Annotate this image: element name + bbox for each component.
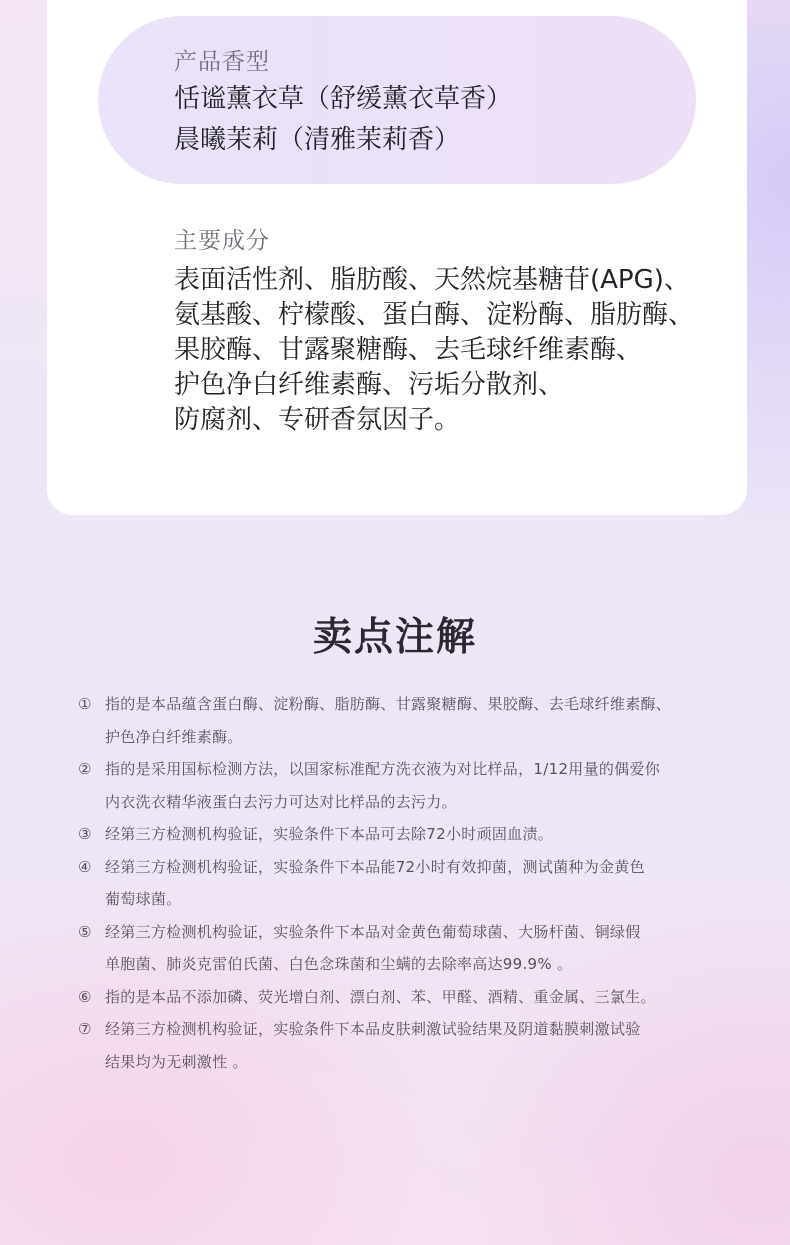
note-line: 指的是本品蕴含蛋白酶、淀粉酶、脂肪酶、甘露聚糖酶、果胶酶、去毛球纤维素酶、 bbox=[105, 695, 672, 713]
notes-list bbox=[78, 688, 718, 1078]
ingredients-label: 主要成分 bbox=[174, 228, 270, 254]
note-item bbox=[78, 981, 718, 1014]
note-number: ② bbox=[78, 760, 92, 778]
note-item bbox=[78, 851, 718, 916]
note-line: 葡萄球菌。 bbox=[105, 890, 182, 908]
note-line: 经第三方检测机构验证，实验条件下本品能72小时有效抑菌，测试菌种为金黄色 bbox=[105, 857, 645, 876]
fragrance-line: 晨曦茉莉（清雅茉莉香） bbox=[174, 125, 461, 155]
ingredients-line: 果胶酶、甘露聚糖酶、去毛球纤维素酶、 bbox=[174, 335, 643, 365]
note-number: ④ bbox=[78, 857, 92, 876]
note-line: 结果均为无刺激性 。 bbox=[105, 1052, 248, 1071]
note-line: 单胞菌、肺炎克雷伯氏菌、白色念珠菌和尘螨的去除率高达99.9% 。 bbox=[105, 955, 573, 973]
note-line: 护色净白纤维素酶。 bbox=[105, 727, 243, 746]
section-title: 卖点注解 bbox=[312, 615, 477, 660]
ingredients-line: 氨基酸、柠檬酸、蛋白酶、淀粉酶、脂肪酶、 bbox=[174, 300, 695, 330]
ingredients-line: 表面活性剂、脂肪酸、天然烷基糖苷(APG)、 bbox=[174, 265, 690, 295]
note-line: 经第三方检测机构验证，实验条件下本品皮肤刺激试验结果及阴道黏膜刺激试验 bbox=[105, 1020, 641, 1038]
note-item bbox=[78, 818, 718, 851]
note-item bbox=[78, 688, 718, 753]
note-number: ⑦ bbox=[78, 1020, 92, 1038]
note-number: ⑤ bbox=[78, 922, 92, 941]
note-line: 指的是本品不添加磷、荧光增白剂、漂白剂、苯、甲醛、酒精、重金属、三氯生。 bbox=[105, 987, 656, 1006]
note-line: 经第三方检测机构验证，实验条件下本品可去除72小时顽固血渍。 bbox=[105, 825, 554, 843]
note-line: 指的是采用国标检测方法，以国家标准配方洗衣液为对比样品，1/12用量的偶爱你 bbox=[105, 760, 661, 778]
note-item bbox=[78, 916, 718, 981]
note-line: 经第三方检测机构验证，实验条件下本品对金黄色葡萄球菌、大肠杆菌、铜绿假 bbox=[105, 922, 641, 941]
fragrance-line: 恬谧薰衣草（舒缓薰衣草香） bbox=[174, 84, 513, 114]
note-item bbox=[78, 1013, 718, 1078]
note-item bbox=[78, 753, 718, 818]
note-number: ① bbox=[78, 695, 92, 713]
ingredients-line: 防腐剂、专研香氛因子。 bbox=[174, 405, 461, 435]
note-number: ③ bbox=[78, 825, 92, 843]
note-number: ⑥ bbox=[78, 987, 92, 1006]
fragrance-label: 产品香型 bbox=[174, 49, 270, 75]
note-line: 内衣洗衣精华液蛋白去污力可达对比样品的去污力。 bbox=[105, 792, 457, 811]
ingredients-line: 护色净白纤维素酶、污垢分散剂、 bbox=[174, 370, 565, 400]
